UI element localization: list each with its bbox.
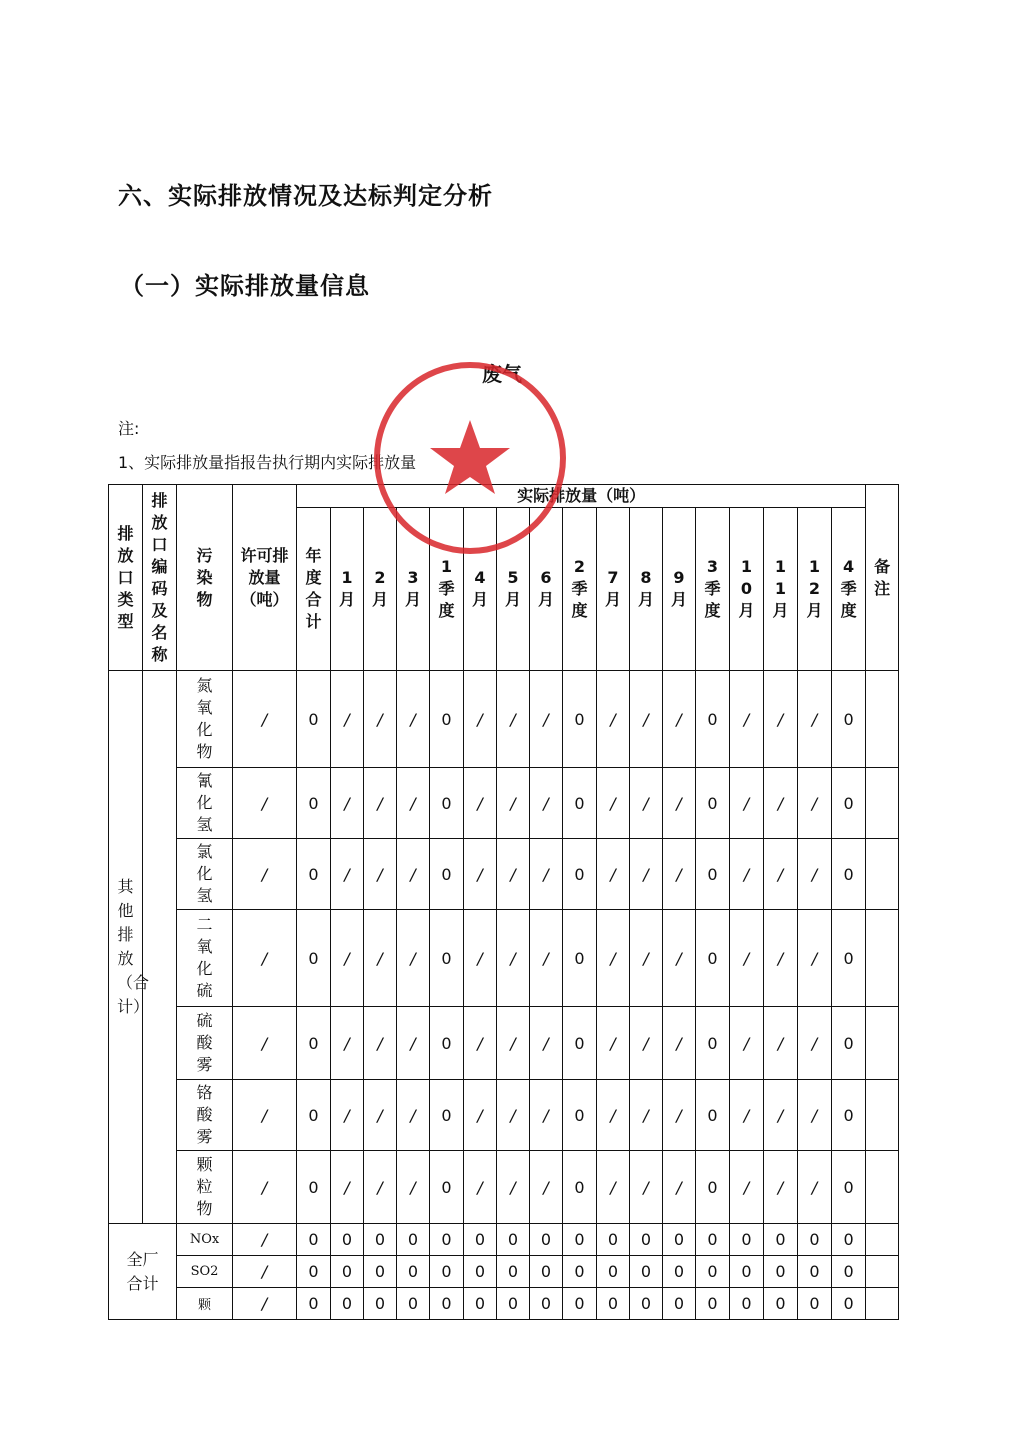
value-cell: / [364,768,397,839]
value-cell: / [464,1007,497,1080]
value-cell: / [597,671,630,768]
table-row [109,1151,899,1224]
header-remark [866,485,899,671]
value-cell: / [530,839,563,910]
value-cell: / [764,1151,798,1224]
value-cell: 0 [696,839,730,910]
value-cell: 0 [563,1256,597,1288]
value-cell: 0 [430,1007,464,1080]
header-remark-text: 备注 [874,556,891,598]
value-cell: / [364,910,397,1007]
value-cell: 0 [832,1080,866,1151]
value-cell: / [764,671,798,768]
value-cell: 0 [832,1256,866,1288]
value-cell: 0 [497,1224,530,1256]
value-cell: 0 [563,1224,597,1256]
header-period [696,508,730,671]
value-cell: 0 [730,1224,764,1256]
value-cell: / [730,768,764,839]
value-cell: / [530,1007,563,1080]
value-cell: 0 [364,1288,397,1320]
header-row [109,485,899,508]
header-period [530,508,563,671]
header-period [464,508,497,671]
value-cell: 0 [297,1224,331,1256]
value-cell: / [364,1151,397,1224]
table-caption: 废气 [482,362,522,386]
table-row [109,1288,899,1320]
value-cell: / [331,839,364,910]
value-cell: / [630,910,663,1007]
value-cell: / [464,839,497,910]
pollutant-cell-text: 铬酸雾 [196,1082,213,1146]
value-cell: 0 [696,910,730,1007]
header-period-text: 2月 [371,568,388,609]
value-cell: / [364,839,397,910]
value-cell: / [530,768,563,839]
value-cell: 0 [331,1224,364,1256]
permit-cell: / [233,1224,297,1256]
value-cell: / [397,768,430,839]
value-cell: / [730,839,764,910]
value-cell: 0 [297,1007,331,1080]
value-cell: 0 [663,1224,696,1256]
remark-cell [866,1151,899,1224]
value-cell: 0 [297,910,331,1007]
value-cell: / [497,671,530,768]
value-cell: 0 [464,1256,497,1288]
pollutant-cell-text: 颗粒物 [196,1154,213,1218]
header-permit: 许可排放量（吨） [233,485,297,671]
value-cell: / [331,768,364,839]
header-period [764,508,798,671]
value-cell: 0 [730,1256,764,1288]
header-period [331,508,364,671]
value-cell: / [530,671,563,768]
value-cell: / [331,910,364,1007]
value-cell: / [798,768,832,839]
value-cell: / [630,839,663,910]
value-cell: 0 [798,1288,832,1320]
note-item-1: 1、实际排放量指报告执行期内实际排放量 [118,453,417,472]
header-period-text: 8月 [637,568,654,609]
value-cell: / [798,671,832,768]
remark-cell [866,1007,899,1080]
header-period [798,508,832,671]
value-cell: / [764,1007,798,1080]
pollutant-cell-text: 氰化氢 [196,770,213,834]
value-cell: / [497,910,530,1007]
value-cell: / [597,1007,630,1080]
permit-cell: / [233,671,297,768]
value-cell: / [331,1007,364,1080]
table-row [109,839,899,910]
value-cell: 0 [464,1288,497,1320]
value-cell: 0 [563,671,597,768]
value-cell: / [530,910,563,1007]
value-cell: / [464,671,497,768]
value-cell: / [364,1007,397,1080]
value-cell: 0 [597,1256,630,1288]
value-cell: 0 [297,1080,331,1151]
value-cell: 0 [364,1256,397,1288]
value-cell: 0 [430,1080,464,1151]
value-cell: 0 [730,1288,764,1320]
value-cell: 0 [530,1224,563,1256]
value-cell: 0 [563,839,597,910]
pollutant-cell [177,1151,233,1224]
value-cell: / [630,1007,663,1080]
permit-cell: / [233,768,297,839]
value-cell: 0 [597,1288,630,1320]
remark-cell [866,1080,899,1151]
value-cell: 0 [297,768,331,839]
value-cell: 0 [832,1224,866,1256]
header-period [397,508,430,671]
value-cell: / [630,1080,663,1151]
value-cell: 0 [397,1288,430,1320]
header-outlet-type [109,485,143,671]
value-cell: / [397,1151,430,1224]
value-cell: 0 [430,671,464,768]
value-cell: / [764,1080,798,1151]
value-cell: 0 [832,910,866,1007]
value-cell: 0 [364,1224,397,1256]
value-cell: / [630,671,663,768]
table-row [109,1256,899,1288]
value-cell: 0 [696,671,730,768]
header-period-text: 7月 [604,568,621,609]
value-cell: / [730,1151,764,1224]
value-cell: / [663,1007,696,1080]
header-period [597,508,630,671]
remark-cell [866,1288,899,1320]
header-period [663,508,696,671]
value-cell: 0 [397,1256,430,1288]
value-cell: 0 [696,1007,730,1080]
value-cell: 0 [563,1080,597,1151]
value-cell: 0 [798,1256,832,1288]
value-cell: 0 [630,1224,663,1256]
value-cell: 0 [764,1224,798,1256]
pollutant-cell-text: 氯化氢 [196,841,213,905]
value-cell: 0 [597,1224,630,1256]
value-cell: 0 [297,1151,331,1224]
value-cell: 0 [497,1256,530,1288]
note-label: 注: [118,419,140,438]
permit-cell: / [233,1080,297,1151]
value-cell: / [730,671,764,768]
permit-cell: / [233,1151,297,1224]
header-outlet-type-text: 排放口类型 [117,523,134,631]
header-period-text: 1季度 [438,557,455,620]
value-cell: / [364,671,397,768]
value-cell: 0 [630,1256,663,1288]
value-cell: 0 [663,1288,696,1320]
value-cell: / [630,768,663,839]
header-period-text: 9月 [670,568,687,609]
value-cell: 0 [530,1288,563,1320]
table-row [109,1080,899,1151]
value-cell: / [663,839,696,910]
pollutant-cell-text: 二氧化硫 [196,914,213,1000]
remark-cell [866,839,899,910]
value-cell: 0 [430,1151,464,1224]
value-cell: / [663,671,696,768]
value-cell: 0 [696,1288,730,1320]
table-row [109,1007,899,1080]
value-cell: / [530,1080,563,1151]
value-cell: 0 [297,671,331,768]
value-cell: 0 [430,1256,464,1288]
value-cell: / [798,1080,832,1151]
header-period-text: 10月 [738,557,755,620]
header-period [730,508,764,671]
permit-cell: / [233,1007,297,1080]
value-cell: / [630,1151,663,1224]
subsection-heading: （一）实际排放量信息 [120,272,370,300]
header-period-text: 2季度 [571,557,588,620]
value-cell: / [597,768,630,839]
value-cell: / [764,768,798,839]
value-cell: 0 [331,1288,364,1320]
table-row [109,910,899,1007]
header-period [630,508,663,671]
value-cell: 0 [832,839,866,910]
header-period-text: 4季度 [840,557,857,620]
value-cell: 0 [430,910,464,1007]
value-cell: 0 [563,1288,597,1320]
value-cell: 0 [430,1224,464,1256]
remark-cell [866,671,899,768]
value-cell: / [764,910,798,1007]
value-cell: / [464,1080,497,1151]
remark-cell [866,1224,899,1256]
value-cell: / [464,910,497,1007]
value-cell: 0 [430,768,464,839]
value-cell: 0 [563,1007,597,1080]
header-period [364,508,397,671]
value-cell: 0 [696,1151,730,1224]
header-period-text: 年度合计 [305,546,322,631]
value-cell: / [397,1007,430,1080]
header-period [563,508,597,671]
value-cell: 0 [696,1224,730,1256]
value-cell: / [730,910,764,1007]
header-period [430,508,464,671]
header-pollutant [177,485,233,671]
value-cell: / [597,1080,630,1151]
value-cell: 0 [430,1288,464,1320]
pollutant-cell [177,1007,233,1080]
value-cell: / [497,1007,530,1080]
permit-cell: / [233,1256,297,1288]
section-heading: 六、实际排放情况及达标判定分析 [118,182,493,210]
value-cell: 0 [397,1224,430,1256]
outlet-type-plant: 全厂合计 [109,1224,177,1320]
value-cell: 0 [530,1256,563,1288]
value-cell: / [331,1151,364,1224]
value-cell: / [497,1151,530,1224]
value-cell: / [798,1151,832,1224]
pollutant-cell [177,671,233,768]
value-cell: / [497,768,530,839]
value-cell: / [497,1080,530,1151]
outlet-code-cell [143,671,177,1224]
value-cell: 0 [630,1288,663,1320]
value-cell: / [397,839,430,910]
table-row [109,768,899,839]
header-period-text: 3季度 [704,557,721,620]
value-cell: 0 [430,839,464,910]
value-cell: / [464,1151,497,1224]
value-cell: / [663,1151,696,1224]
value-cell: / [764,839,798,910]
value-cell: 0 [563,768,597,839]
header-period-text: 5月 [504,568,521,609]
value-cell: / [530,1151,563,1224]
value-cell: 0 [764,1256,798,1288]
header-period-text: 4月 [471,568,488,609]
table-row [109,671,899,768]
header-period-text: 1月 [338,568,355,609]
pollutant-cell: SO2 [177,1256,233,1288]
value-cell: 0 [764,1288,798,1320]
value-cell: / [597,910,630,1007]
value-cell: 0 [696,1080,730,1151]
value-cell: / [663,1080,696,1151]
emission-table [108,484,899,1320]
remark-cell [866,1256,899,1288]
header-actual-group: 实际排放量（吨） [297,485,866,508]
value-cell: / [331,671,364,768]
header-outlet-code [143,485,177,671]
value-cell: 0 [297,839,331,910]
value-cell: / [597,839,630,910]
value-cell: / [798,1007,832,1080]
value-cell: 0 [464,1224,497,1256]
pollutant-cell [177,1080,233,1151]
value-cell: 0 [497,1288,530,1320]
pollutant-cell [177,768,233,839]
value-cell: / [397,910,430,1007]
header-period [297,508,331,671]
header-period [832,508,866,671]
value-cell: / [497,839,530,910]
permit-cell: / [233,1288,297,1320]
value-cell: / [730,1007,764,1080]
header-period-text: 6月 [537,568,554,609]
header-period-text: 12月 [806,557,823,620]
header-period [497,508,530,671]
value-cell: 0 [297,1288,331,1320]
value-cell: 0 [832,1151,866,1224]
header-period-text: 11月 [772,557,789,620]
value-cell: 0 [563,1151,597,1224]
remark-cell [866,768,899,839]
value-cell: 0 [297,1256,331,1288]
value-cell: / [663,910,696,1007]
permit-cell: / [233,910,297,1007]
pollutant-cell: NOx [177,1224,233,1256]
value-cell: / [331,1080,364,1151]
value-cell: 0 [832,671,866,768]
value-cell: 0 [563,910,597,1007]
value-cell: / [364,1080,397,1151]
value-cell: 0 [696,768,730,839]
pollutant-cell [177,910,233,1007]
value-cell: / [397,1080,430,1151]
value-cell: / [798,910,832,1007]
pollutant-cell: 颗 [177,1288,233,1320]
table-row [109,1224,899,1256]
header-pollutant-text: 污染物 [196,545,213,609]
outlet-type-other: 其他排放（合计） [109,671,143,1224]
value-cell: / [730,1080,764,1151]
remark-cell [866,910,899,1007]
value-cell: 0 [663,1256,696,1288]
value-cell: 0 [696,1256,730,1288]
pollutant-cell [177,839,233,910]
value-cell: / [597,1151,630,1224]
value-cell: / [464,768,497,839]
value-cell: 0 [832,1007,866,1080]
value-cell: / [663,768,696,839]
header-outlet-code-text: 排放口编码及名称 [151,490,168,664]
header-period-text: 3月 [404,568,421,609]
value-cell: 0 [832,1288,866,1320]
pollutant-cell-text: 氮氧化物 [196,675,213,761]
pollutant-cell-text: 硫酸雾 [196,1010,213,1074]
value-cell: 0 [331,1256,364,1288]
value-cell: 0 [798,1224,832,1256]
permit-cell: / [233,839,297,910]
value-cell: / [397,671,430,768]
value-cell: / [798,839,832,910]
value-cell: 0 [832,768,866,839]
